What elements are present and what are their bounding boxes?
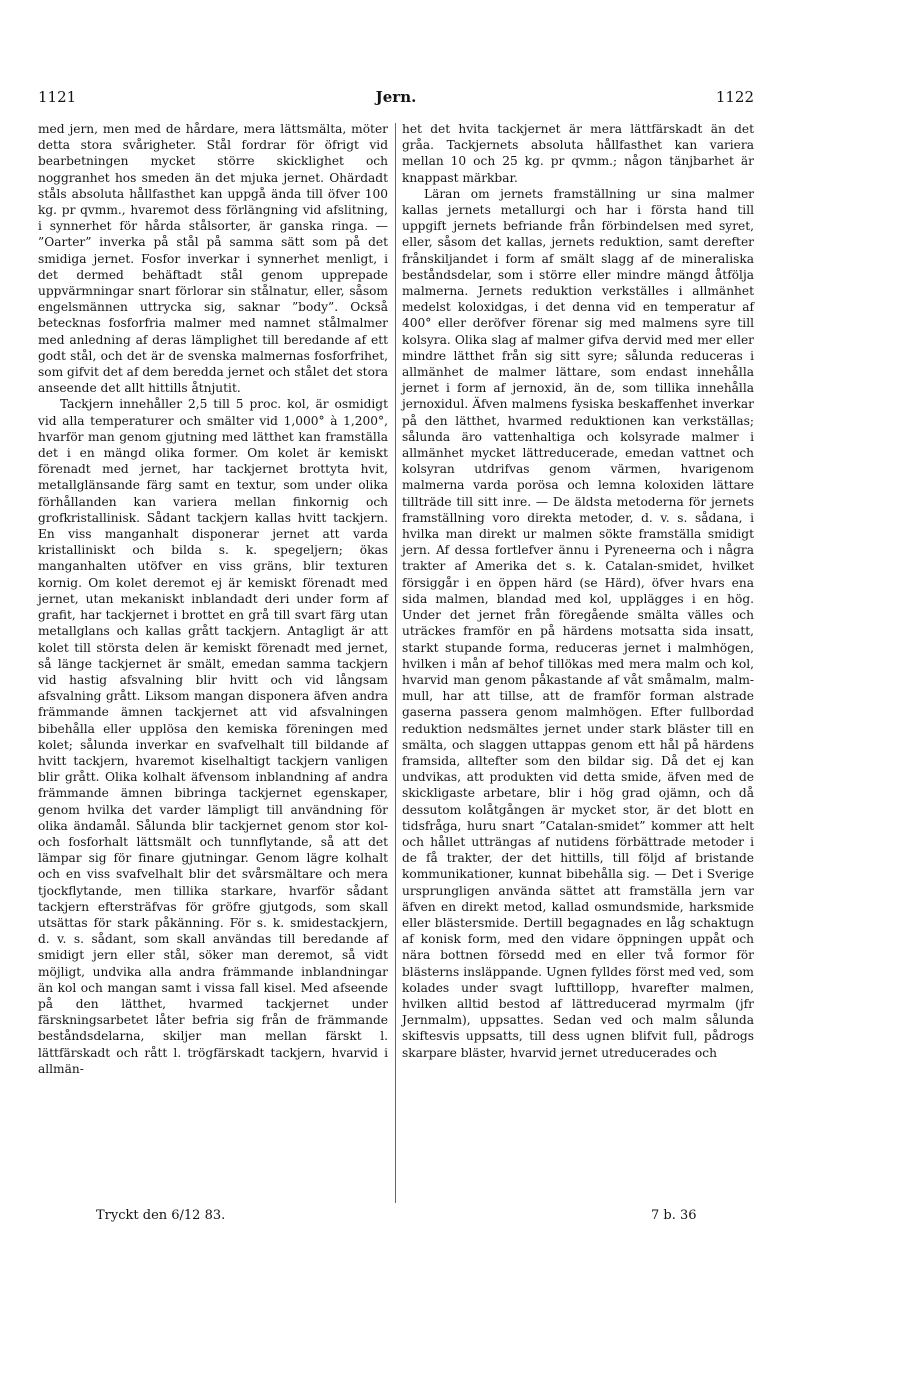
left-paragraph-2: Tackjern innehåller 2,5 till 5 proc. kol, är osmidigt vid alla temperaturer och smälter vid 1,000° à 1,200°, hvarför man genom gjutning med lätthet kan framställa det i en mängd olika former. Om kolet är kemiskt förenadt med jernet, har tackjernet brottyta hvit, metallglänsande färg samt en textur, som under olika förhållanden kan variera mellan finkornig och grofkristallinisk. Sådant tackjern kallas hvitt tackjern. En viss manganhalt disponerar jernet att varda kristalliniskt och bilda s. k. spegeljern; ökas manganhalten utöfver en viss gräns, blir texturen kornig. Om kolet deremot ej är kemiskt förenadt med jernet, utan mekaniskt inblandadt deri under form af grafit, har tackjernet i brottet en grå till svart färg utan metallglans och kallas grått tackjern. Antagligt är att kolet till största delen är kemiskt förenadt med jernet, så länge tackjernet är smält, emedan samma tackjern vid hastig afsvalning blir hvitt och vid långsam afsvalning grått. Liksom mangan disponera äfven andra främmande ämnen tackjernet att vid afsvalningen bibehålla eller upplösa den kemiska föreningen med kolet; sålunda inverkar en svafvelhalt till bildande af hvitt tackjern, hvaremot kiselhaltigt tackjern vanligen blir grått. Olika kolhalt äfvensom inblandning af andra främmande ämnen bibringa tackjernet egenskaper, genom hvilka det varder lämpligt till användning för olika ändamål. Sålunda blir tackjernet genom stor kol- och fosforhalt lättsmält och tunnflytande, så att det lämpar sig för finare gjutningar. Genom lägre kolhalt och en viss svafvelhalt blir det svårsmältare och mera tjockflytande, men tillika starkare, hvarför sådant tackjern eftersträfvas för gröfre gjutgods, som skall utsättas för stark påkänning. För s. k. smidestackjern, d. v. s. sådant, som skall användas till beredande af smidigt jern eller stål, söker man deremot, så vidt möjligt, undvika alla andra främmande inblandningar än kol och mangan samt i vissa fall kisel. Med afseende på den lätthet, hvarmed tackjernet under färskningsarbetet låter befria sig från de främmande beståndsdelarna, skiljer man mellan färskt l. lättfärskadt och rått l. trögfärskadt tackjern, hvarvid i allmän- <box>38 397 388 1076</box>
right-paragraph-2: Läran om jernets framställning ur sina malmer kallas jernets metallurgi och har i första hand till uppgift jernets befriande från förbindelsen med syret, eller, såsom det kallas, jernets reduktion, samt derefter frånskiljandet i form af smält slagg af de mineraliska beståndsdelar, som i större eller mindre mängd åtfölja malmerna. Jernets reduktion verkställes i allmänhet medelst koloxidgas, i det denna vid en temperatur af 400° eller deröfver förenar sig med malmens syre till kolsyra. Olika slag af malmer gifva dervid med mer eller mindre lätthet från sig sitt syre; sålunda reduceras i allmänhet de malmer lättare, som endast innehålla jernet i form af jernoxid, än de, som tillika innehålla jernoxidul. Äfven malmens fysiska beskaffenhet inverkar på den lätthet, hvarmed reduktionen kan verkställas; sålunda äro vattenhaltiga och kolsyrade malmer i allmänhet mycket lättreducerade, emedan vattnet och kolsyran utdrifvas genom värmen, hvarigenom malmerna varda porösa och lemna koloxiden lättare tillträde till sitt inre. — De äldsta metoderna för jernets framställning voro direkta metoder, d. v. s. sådana, i hvilka man direkt ur malmen sökte framställa smidigt jern. Af dessa fortlefver ännu i Pyreneerna och i några trakter af Amerika det s. k. Catalan-smidet, hvilket försiggår i en öppen härd (se Härd), öfver hvars ena sida malmen, blandad med kol, upplägges i en hög. Under det jernet från föregående smälta välles och uträckes framför en på härdens motsatta sida insatt, starkt stupande forma, reduceras jernet i malmhögen, hvilken i mån af behof tillökas med mera malm och kol, hvarvid man genom påkastande af våt småmalm, malm-mull, har att tillse, att de framför forman alstrade gaserna passera genom malmhögen. Efter fullbordad reduktion nedsmältes jernet under stark bläster till en smälta, och slaggen uttappas genom ett hål på härdens framsida, alltefter som den bildar sig. Då det ej kan undvikas, att produkten vid detta smide, äfven med de skickligaste arbetare, blir i hög grad ojämn, och då dessutom kolåtgången är mycket stor, är det blott en tidsfråga, huru snart ”Catalan-smidet” kommer att helt och hållet utträngas af nutidens förbättrade metoder i de få trakter, der det hittills, till följd af bristande kommunikationer, kunnat bibehålla sig. — Det i Sverige ursprungligen använda sättet att framställa jern var äfven en direkt metod, kallad osmundsmide, harksmide eller blästersmide. Dertill begagnades en låg schaktugn af konisk form, med den vidare öppningen uppåt och nära bottnen försedd med en eller två formor för blästerns insläppande. Ugnen fylldes först med ved, som kolades under svagt lufttillopp, hvarefter malmen, hvilken alltid bestod af lättreducerad myrmalm (jfr Jernmalm), uppsattes. Sedan ved och malm sålunda skiftesvis uppsatts, till dess ugnen blifvit full, pådrogs skarpare bläster, hvarvid jernet utreducerades och <box>402 186 754 1060</box>
page-number-right: 1122 <box>715 88 754 106</box>
print-date-footer: Tryckt den 6/12 83. <box>96 1208 226 1223</box>
column-divider <box>395 123 396 1203</box>
page-title: Jern. <box>375 88 417 106</box>
right-column <box>402 121 754 1061</box>
left-column <box>38 121 388 1077</box>
page-number-left: 1121 <box>38 88 77 106</box>
running-header <box>38 88 754 110</box>
signature-footer: 7 b. 36 <box>651 1208 697 1223</box>
right-paragraph-1: het det hvita tackjernet är mera lättfärskadt än det gråa. Tackjernets absoluta hållfasthet kan variera mellan 10 och 25 kg. pr qvmm.; någon tänjbarhet är knappast märkbar. <box>402 122 754 185</box>
left-paragraph-1: med jern, men med de hårdare, mera lättsmälta, möter detta stora svårigheter. Stål fordrar för öfrigt vid bearbetningen mycket större skicklighet och noggranhet hos smeden än det mjuka jernet. Ohärdadt ståls absoluta hållfasthet kan uppgå ända till öfver 100 kg. pr qvmm., hvaremot dess förlängning vid afslitning, i synnerhet för hårda stålsorter, är ganska ringa. — ”Oarter” inverka på stål på samma sätt som på det smidiga jernet. Fosfor inverkar i synnerhet menligt, i det dermed behäftadt stål genom upprepade uppvärmningar snart förlorar sin stålnatur, eller, såsom engelsmännen uttrycka sig, saknar ”body”. Också betecknas fosforfria malmer med namnet stålmalmer med anledning af deras lämplighet till beredande af ett godt stål, och det är de svenska malmernas fosforfrihet, som gifvit det af dem beredda jernet och stålet det stora anseende det allt hittills åtnjutit. <box>38 122 388 396</box>
